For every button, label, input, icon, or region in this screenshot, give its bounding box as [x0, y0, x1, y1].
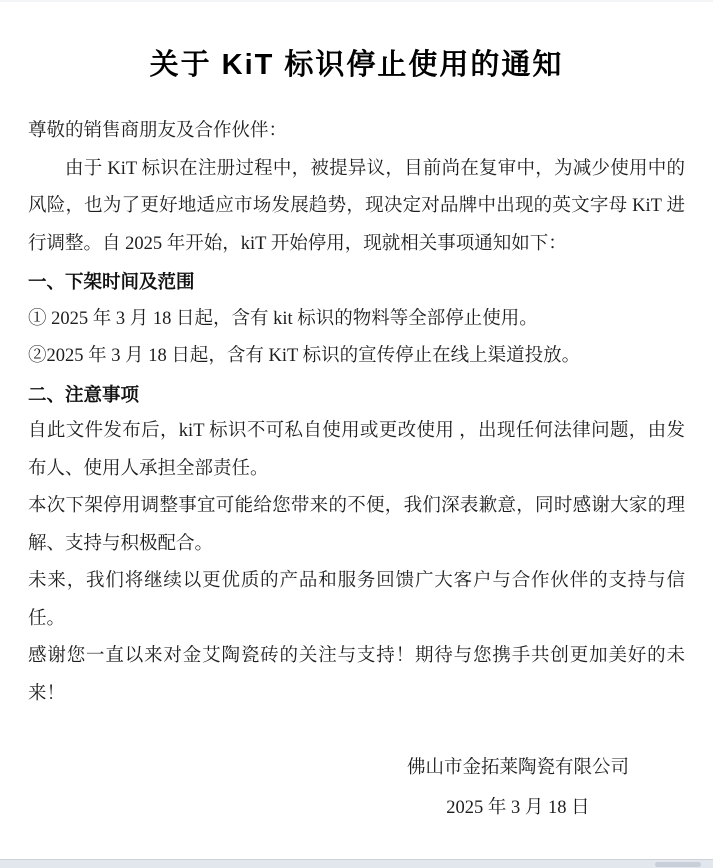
notes-paragraph-apology: 本次下架停用调整事宜可能给您带来的不便，我们深表歉意，同时感谢大家的理解、支持与积极配合。 — [28, 496, 685, 554]
scope-item-2: ②2025 年 3 月 18 日起，含有 KiT 标识的宣传停止在线上渠道投放。 — [28, 346, 581, 366]
notes-paragraph-legal: 自此文件发布后，kiT 标识不可私自使用或更改使用 ，出现任何法律问题，由发布人、使用人承担全部责任。 — [28, 421, 685, 479]
notes-paragraph-future: 未来，我们将继续以更优质的产品和服务回馈广大客户与合作伙伴的支持与信任。 — [28, 571, 685, 629]
notes-paragraph-thanks: 感谢您一直以来对金艾陶瓷砖的关注与支持！期待与您携手共创更加美好的未来！ — [28, 646, 685, 704]
scope-item-1: ① 2025 年 3 月 18 日起，含有 kit 标识的物料等全部停止使用。 — [28, 308, 538, 329]
section-heading-notes: 二、注意事项 — [28, 383, 140, 405]
salutation: 尊敬的销售商朋友及合作伙伴： — [28, 121, 288, 141]
document-content — [0, 42, 713, 828]
signature-company: 佛山市金拓莱陶瓷有限公司 — [406, 758, 629, 778]
section-heading-scope: 一、下架时间及范围 — [28, 271, 195, 292]
document-title: 关于 KiT 标识停止使用的通知 — [149, 49, 564, 81]
horizontal-scrollbar-thumb[interactable] — [655, 862, 701, 867]
signature-block — [407, 750, 629, 828]
intro-paragraph: 由于 KiT 标识在注册过程中，被提异议，目前尚在复审中，为减少使用中的风险，也为了更好地适应市场发展趋势，现决定对品牌中出现的英文字母 KiT 进行调整。自 2025 年开始，kiT 开始停用，现就相关事项通知如下： — [28, 158, 685, 254]
horizontal-scrollbar[interactable] — [0, 859, 713, 868]
signature-date: 2025 年 3 月 18 日 — [446, 797, 590, 818]
